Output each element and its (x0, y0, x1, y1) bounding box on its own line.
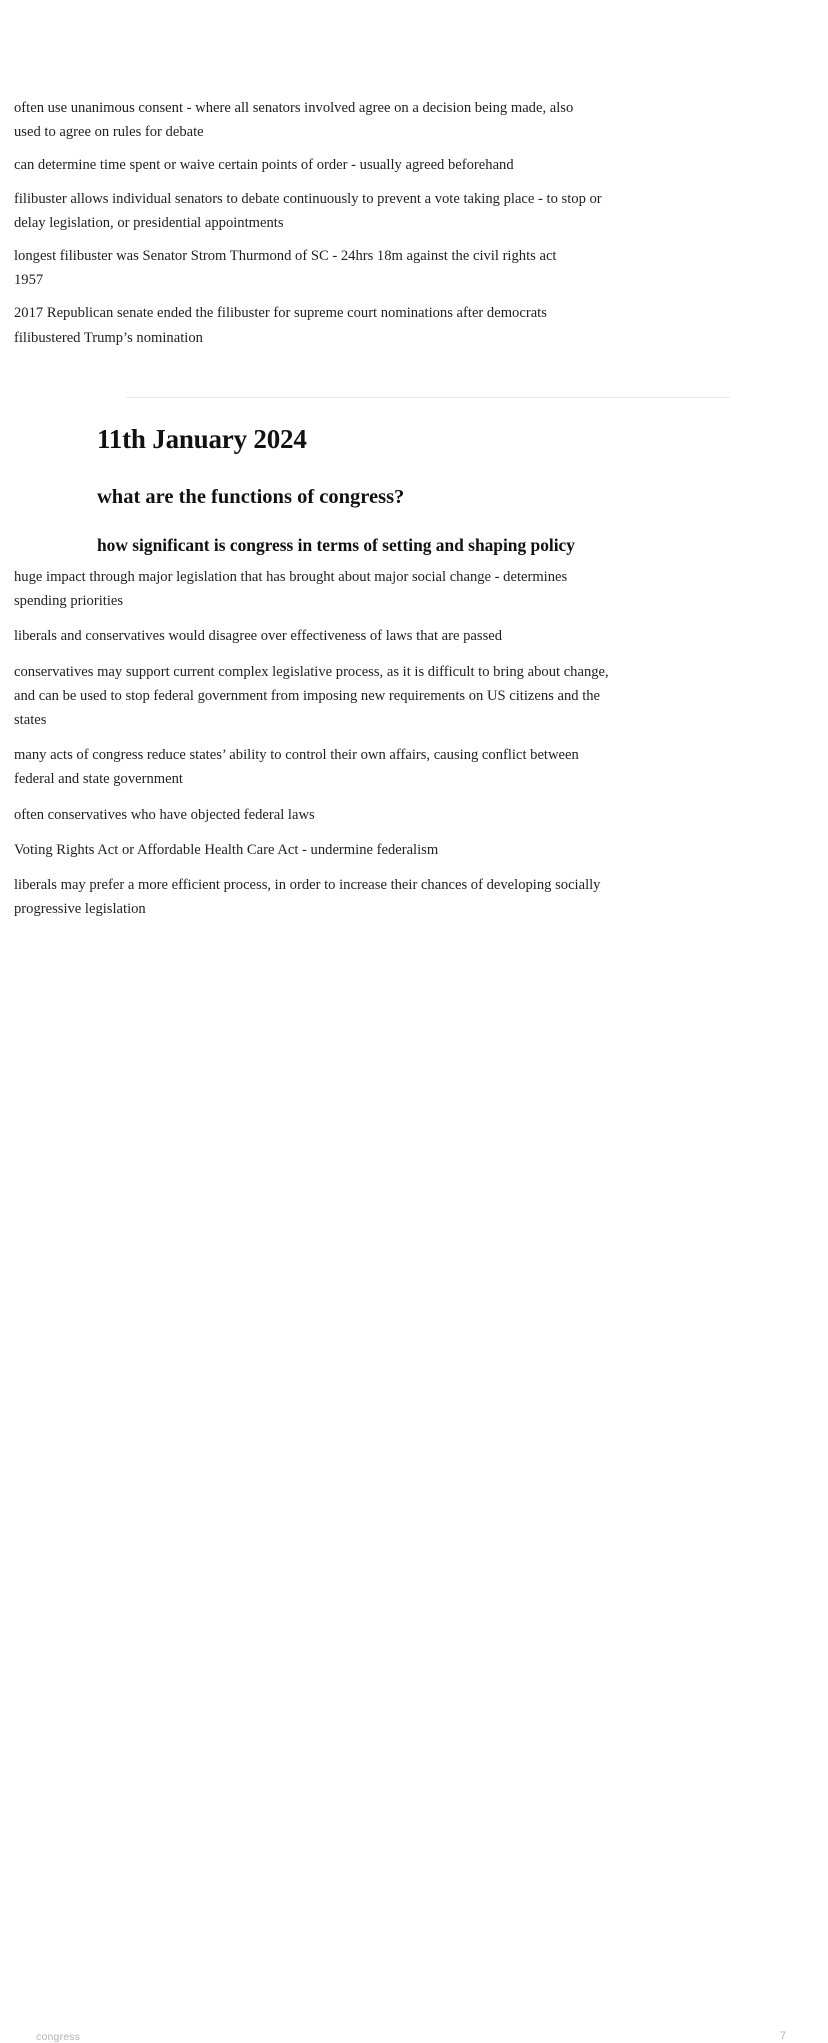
disc-bullet-icon (0, 873, 2, 897)
sub-heading: how significant is congress in terms of setting and shaping policy (97, 535, 575, 555)
circle-bullet-icon (0, 301, 2, 325)
list-item-text: filibuster allows individual senators to debate continuously to prevent a vote taking place - to stop or delay legislation, or presidential appointments (14, 190, 602, 231)
circle-bullet-icon (0, 244, 2, 268)
top-bullet-list (0, 96, 828, 350)
list-item (0, 565, 614, 613)
disc-bullet-icon (0, 660, 2, 684)
list-item-text: huge impact through major legislation that has brought about major social change - determines spending priorities (14, 569, 568, 610)
list-item (0, 873, 614, 921)
list-item (0, 838, 584, 862)
list-item (0, 96, 584, 144)
list-item (0, 153, 559, 177)
disc-bullet-icon (0, 624, 2, 648)
list-item-text: many acts of congress reduce states’ ability to control their own affairs, causing conflict between federal and state government (14, 747, 579, 788)
bottom-bullet-list (0, 565, 828, 921)
footer-page-number: 7 (780, 2030, 787, 2042)
section-divider (126, 397, 730, 398)
list-item (0, 187, 614, 235)
list-item (0, 624, 614, 648)
list-item-text: liberals and conservatives would disagree over effectiveness of laws that are passed (14, 628, 503, 645)
list-item-text: can determine time spent or waive certain points of order - usually agreed beforehand (14, 157, 514, 174)
list-item-text: Voting Rights Act or Affordable Health Care Act - undermine federalism (14, 841, 439, 858)
list-item (0, 301, 584, 349)
disc-bullet-icon (0, 743, 2, 767)
list-item (0, 660, 614, 733)
disc-bullet-icon (0, 565, 2, 589)
list-item (0, 244, 584, 292)
top-bullet-section (0, 96, 828, 359)
square-bullet-icon (0, 153, 2, 177)
list-item-text: longest filibuster was Senator Strom Thurmond of SC - 24hrs 18m against the civil rights act 1957 (14, 248, 557, 289)
footer-document-label: congress (36, 2031, 81, 2043)
list-item (0, 743, 614, 791)
question-heading: what are the functions of congress? (97, 486, 405, 508)
circle-bullet-icon (0, 838, 2, 862)
disc-bullet-icon (0, 187, 2, 211)
bottom-bullet-section (0, 565, 828, 932)
page-title: 11th January 2024 (97, 424, 307, 454)
list-item-text: 2017 Republican senate ended the filibuster for supreme court nominations after democrats filibustered Trump’s nomination (14, 305, 547, 346)
circle-bullet-icon (0, 96, 2, 120)
list-item-text: liberals may prefer a more efficient process, in order to increase their chances of developing socially progressive legislation (14, 877, 601, 918)
disc-bullet-icon (0, 803, 2, 827)
list-item (0, 803, 614, 827)
list-item-text: often conservatives who have objected federal laws (14, 806, 315, 823)
list-item-text: conservatives may support current complex legislative process, as it is difficult to bring about change, and can be used to stop federal government from imposing new requirements on US citizens and the states (14, 663, 609, 729)
page-footer (0, 1011, 828, 2043)
list-item-text: often use unanimous consent - where all senators involved agree on a decision being made, also used to agree on rules for debate (14, 100, 574, 141)
